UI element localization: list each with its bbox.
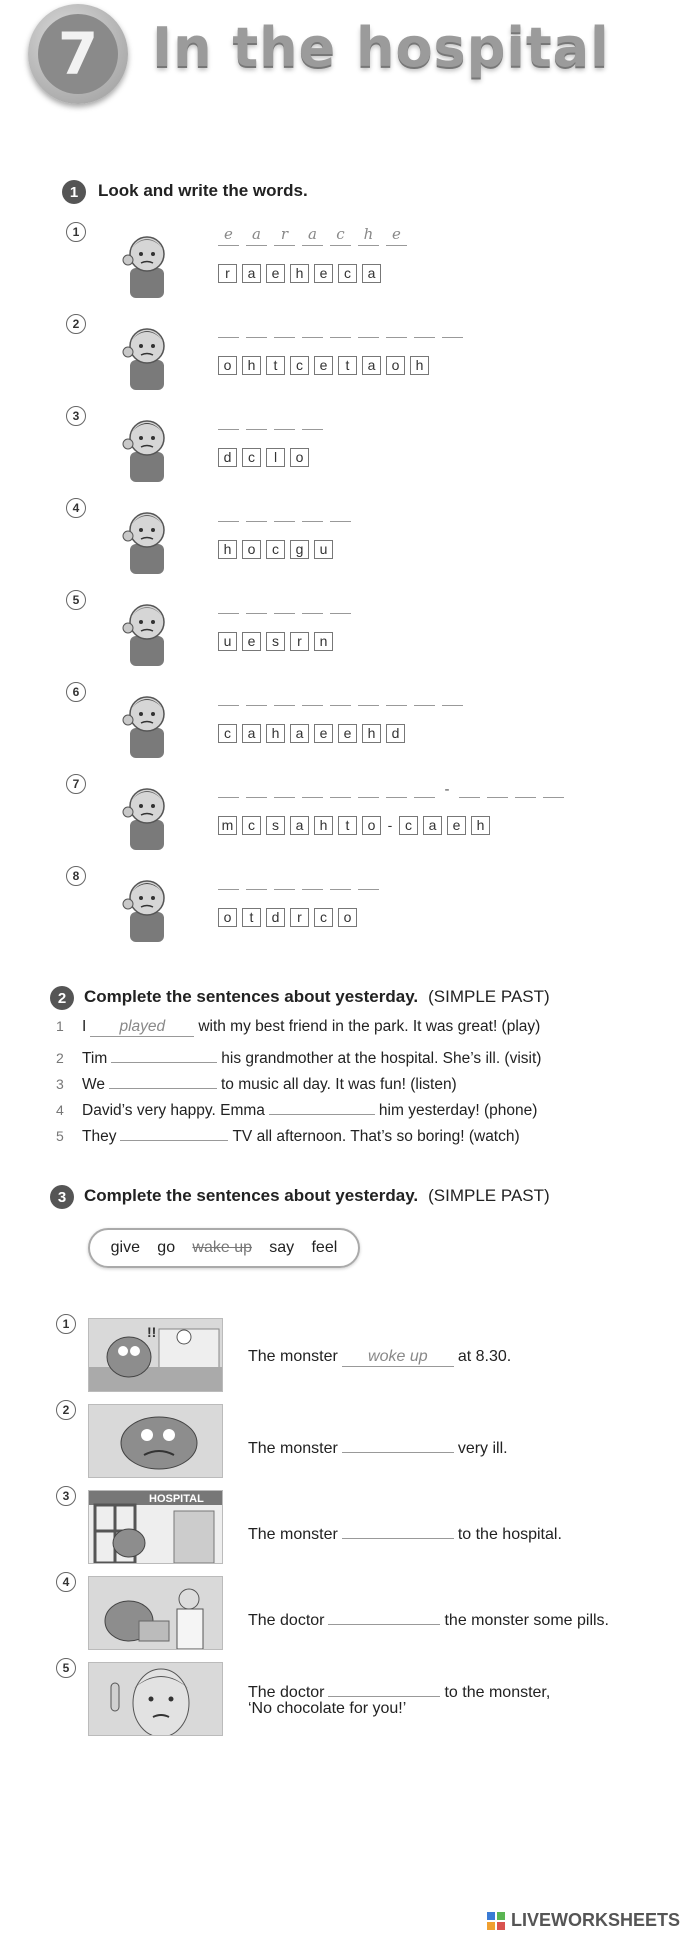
letter-tile: a — [290, 816, 309, 835]
letter-tile: e — [314, 356, 333, 375]
letter-tile: u — [218, 632, 237, 651]
letter-tile: n — [314, 632, 333, 651]
answer-blank[interactable] — [358, 315, 379, 338]
letter-tile: l — [266, 448, 285, 467]
answer-blank[interactable] — [302, 499, 323, 522]
answer-blank[interactable] — [330, 499, 351, 522]
answer-blank[interactable] — [246, 315, 267, 338]
item-number: 2 — [66, 314, 86, 334]
exercise-2-number: 2 — [50, 986, 74, 1010]
letter-tile: g — [290, 540, 309, 559]
letter-tile: o — [338, 908, 357, 927]
answer-blank[interactable] — [414, 683, 435, 706]
answer-blank[interactable] — [109, 1070, 217, 1089]
letter-tile: a — [362, 356, 381, 375]
word-bank — [88, 1228, 360, 1268]
exercise-3-heading — [84, 1186, 550, 1206]
letter-tile: d — [218, 448, 237, 467]
answer-blank[interactable]: a — [302, 223, 323, 246]
letter-tile: u — [314, 540, 333, 559]
letter-tile: e — [314, 724, 333, 743]
letter-tile: a — [290, 724, 309, 743]
answer-blank[interactable]: e — [386, 223, 407, 246]
answer-blank[interactable]: h — [358, 223, 379, 246]
answer-blanks — [218, 496, 351, 522]
letter-tile: c — [242, 448, 261, 467]
letter-tile: r — [218, 264, 237, 283]
scrambled-letters — [218, 448, 309, 467]
letter-tile: e — [338, 724, 357, 743]
answer-blank[interactable] — [274, 867, 295, 890]
answer-blank[interactable] — [358, 867, 379, 890]
liveworksheets-brand: LIVEWORKSHEETS — [510, 1910, 680, 1930]
sentence-after: his grandmother at the hospital. She’s ill. (visit) — [221, 1050, 542, 1067]
sentence-line — [248, 1520, 562, 1544]
monster-illustration — [88, 1662, 223, 1736]
answer-blank[interactable] — [269, 1096, 375, 1115]
letter-tile: r — [290, 908, 309, 927]
answer-blank[interactable] — [302, 315, 323, 338]
item-number: 6 — [66, 682, 86, 702]
answer-blank[interactable]: a — [246, 223, 267, 246]
letter-tile: h — [266, 724, 285, 743]
sentence-line — [248, 1606, 609, 1630]
answer-blank[interactable] — [274, 775, 295, 798]
answer-blank[interactable] — [246, 499, 267, 522]
answer-blank[interactable] — [302, 407, 323, 430]
hyphen: - — [387, 817, 393, 833]
answer-blank[interactable] — [515, 775, 536, 798]
exercise-3-tag: (SIMPLE PAST) — [428, 1186, 550, 1205]
sentence-line-2: ‘No chocolate for you!’ — [248, 1700, 407, 1717]
sentence-after: him yesterday! (phone) — [378, 1102, 538, 1119]
scrambled-letters — [218, 264, 381, 283]
letter-tile: d — [266, 908, 285, 927]
sentence-line — [56, 1096, 537, 1120]
sentence-before: The doctor — [248, 1612, 325, 1629]
sentence-line — [248, 1678, 550, 1702]
sentence-line — [56, 1070, 457, 1094]
answer-blanks — [218, 312, 463, 338]
letter-tile: t — [242, 908, 261, 927]
answer-blank[interactable] — [246, 867, 267, 890]
answer-blank[interactable] — [246, 591, 267, 614]
letter-tile: o — [218, 356, 237, 375]
monster-illustration — [88, 1490, 223, 1564]
answer-blank[interactable] — [120, 1122, 228, 1141]
hyphen: - — [444, 781, 450, 798]
answer-blank[interactable] — [218, 315, 239, 338]
letter-tile: c — [399, 816, 418, 835]
monster-illustration — [88, 1318, 223, 1392]
sentence-number: 2 — [56, 1050, 64, 1066]
answer-blank[interactable] — [487, 775, 508, 798]
svg-text:!!: !! — [147, 1324, 157, 1340]
answer-blank[interactable] — [302, 683, 323, 706]
letter-tile: o — [290, 448, 309, 467]
item-number: 5 — [66, 590, 86, 610]
item-number: 8 — [66, 866, 86, 886]
letter-tile: h — [362, 724, 381, 743]
answer-blanks — [218, 220, 407, 246]
answer-blank[interactable] — [358, 775, 379, 798]
letter-tile: a — [423, 816, 442, 835]
scrambled-letters — [218, 632, 333, 651]
hospital-sign: HOSPITAL — [149, 1493, 204, 1505]
scrambled-letters — [218, 540, 333, 559]
answer-blank[interactable] — [342, 1520, 454, 1539]
answer-blank[interactable] — [330, 867, 351, 890]
answer-blank[interactable] — [330, 683, 351, 706]
sentence-before: The doctor — [248, 1684, 325, 1701]
sentence-before: I — [82, 1018, 87, 1035]
letter-tile: h — [471, 816, 490, 835]
answer-blank[interactable] — [358, 683, 379, 706]
answer-blank[interactable] — [218, 407, 239, 430]
letter-tile: t — [338, 816, 357, 835]
letter-tile: s — [266, 632, 285, 651]
exercise-2-heading-text: Complete the sentences about yesterday. — [84, 987, 419, 1006]
answer-blank[interactable] — [218, 499, 239, 522]
letter-tile: h — [242, 356, 261, 375]
sentence-number: 4 — [56, 1102, 64, 1118]
answer-blank[interactable] — [414, 775, 435, 798]
answer-blanks — [218, 588, 351, 614]
answer-blanks — [218, 772, 564, 798]
sentence-number: 5 — [56, 1128, 64, 1144]
sentence-before: The monster — [248, 1348, 338, 1365]
answer-blank[interactable] — [218, 683, 239, 706]
sentence-before: David’s very happy. Emma — [82, 1102, 265, 1119]
answer-blank[interactable] — [414, 315, 435, 338]
answer-blank[interactable] — [302, 591, 323, 614]
answer-blank[interactable] — [386, 683, 407, 706]
answer-blank[interactable] — [111, 1044, 217, 1063]
sentence-line — [248, 1348, 511, 1367]
monster-illustration — [88, 1576, 223, 1650]
answer-blank[interactable] — [330, 775, 351, 798]
answer-blank[interactable] — [442, 683, 463, 706]
letter-tile: h — [314, 816, 333, 835]
kid-illustration — [108, 588, 186, 666]
word-bank-item: wake up — [192, 1239, 252, 1256]
answer-blank[interactable] — [218, 591, 239, 614]
item-number: 5 — [56, 1658, 76, 1678]
letter-tile: c — [218, 724, 237, 743]
monster-illustration — [88, 1404, 223, 1478]
answer-blank[interactable] — [543, 775, 564, 798]
answer-blank[interactable] — [218, 867, 239, 890]
answer-blank[interactable] — [328, 1678, 440, 1697]
answer-blank[interactable]: woke up — [342, 1348, 454, 1367]
letter-tile: e — [242, 632, 261, 651]
sentence-after: to music all day. It was fun! (listen) — [220, 1076, 457, 1093]
kid-illustration — [108, 220, 186, 298]
answer-blank[interactable] — [218, 775, 239, 798]
letter-tile: h — [410, 356, 429, 375]
sentence-after: at 8.30. — [457, 1348, 512, 1365]
letter-tile: a — [362, 264, 381, 283]
sentence-before: The monster — [248, 1440, 338, 1457]
answer-blank[interactable] — [274, 407, 295, 430]
letter-tile: a — [242, 264, 261, 283]
kid-illustration — [108, 680, 186, 758]
letter-tile: e — [266, 264, 285, 283]
kid-illustration — [108, 496, 186, 574]
letter-tile: d — [386, 724, 405, 743]
sentence-line — [248, 1434, 508, 1458]
answer-blank[interactable] — [302, 867, 323, 890]
answer-blank[interactable] — [246, 683, 267, 706]
letter-tile: c — [314, 908, 333, 927]
answer-blank[interactable] — [328, 1606, 440, 1625]
sentence-after: with my best friend in the park. It was great! (play) — [198, 1018, 541, 1035]
answer-blank[interactable]: e — [218, 223, 239, 246]
sentence-after: to the hospital. — [457, 1526, 562, 1543]
sentence-line — [56, 1122, 520, 1146]
sentence-before: They — [82, 1128, 117, 1145]
letter-tile: e — [447, 816, 466, 835]
liveworksheets-icon — [487, 1912, 505, 1930]
sentence-after: the monster some pills. — [444, 1612, 609, 1629]
answer-blanks — [218, 404, 323, 430]
letter-tile: o — [362, 816, 381, 835]
letter-tile: o — [386, 356, 405, 375]
sentence-line — [56, 1044, 541, 1068]
kid-illustration — [108, 864, 186, 942]
exercise-3-heading-text: Complete the sentences about yesterday. — [84, 1186, 419, 1205]
answer-blanks — [218, 680, 463, 706]
item-number: 1 — [66, 222, 86, 242]
answer-blank[interactable] — [302, 775, 323, 798]
letter-tile: c — [338, 264, 357, 283]
sentence-number: 3 — [56, 1076, 64, 1092]
unit-number: 7 — [38, 14, 118, 94]
answer-blank[interactable] — [246, 775, 267, 798]
scrambled-letters — [218, 724, 405, 743]
kid-illustration — [108, 404, 186, 482]
answer-blank[interactable] — [274, 499, 295, 522]
answer-blank[interactable] — [330, 591, 351, 614]
letter-tile: c — [266, 540, 285, 559]
answer-blank[interactable] — [459, 775, 480, 798]
answer-blank[interactable]: played — [90, 1018, 194, 1037]
word-bank-item: give — [110, 1239, 140, 1256]
letter-tile: h — [290, 264, 309, 283]
answer-blank[interactable] — [442, 315, 463, 338]
letter-tile: t — [266, 356, 285, 375]
scrambled-letters — [218, 816, 490, 835]
letter-tile: t — [338, 356, 357, 375]
item-number: 3 — [56, 1486, 76, 1506]
answer-blank[interactable] — [274, 683, 295, 706]
letter-tile: o — [218, 908, 237, 927]
letter-tile: o — [242, 540, 261, 559]
liveworksheets-logo — [487, 1910, 680, 1931]
word-bank-item: say — [269, 1239, 295, 1256]
item-number: 4 — [56, 1572, 76, 1592]
letter-tile: r — [290, 632, 309, 651]
sentence-before: The monster — [248, 1526, 338, 1543]
answer-blank[interactable]: c — [330, 223, 351, 246]
item-number: 1 — [56, 1314, 76, 1334]
exercise-2-tag: (SIMPLE PAST) — [428, 987, 550, 1006]
sentence-before: We — [82, 1076, 105, 1093]
item-number: 2 — [56, 1400, 76, 1420]
answer-blank[interactable] — [330, 315, 351, 338]
answer-blank[interactable] — [342, 1434, 454, 1453]
letter-tile: c — [290, 356, 309, 375]
answer-blank[interactable] — [386, 775, 407, 798]
exercise-2-heading — [84, 987, 550, 1007]
letter-tile: h — [218, 540, 237, 559]
word-bank-item: go — [157, 1239, 176, 1256]
scrambled-letters — [218, 908, 357, 927]
letter-tile: a — [242, 724, 261, 743]
page-title: In the hospital — [152, 16, 610, 79]
sentence-number: 1 — [56, 1018, 64, 1034]
letter-tile: e — [314, 264, 333, 283]
answer-blank[interactable] — [246, 407, 267, 430]
item-number: 3 — [66, 406, 86, 426]
answer-blank[interactable]: r — [274, 223, 295, 246]
answer-blank[interactable] — [274, 591, 295, 614]
letter-tile: m — [218, 816, 237, 835]
sentence-line — [56, 1018, 540, 1037]
answer-blank[interactable] — [274, 315, 295, 338]
kid-illustration — [108, 772, 186, 850]
answer-blank[interactable] — [386, 315, 407, 338]
sentence-after: very ill. — [457, 1440, 508, 1457]
item-number: 4 — [66, 498, 86, 518]
sentence-before: Tim — [82, 1050, 108, 1067]
item-number: 7 — [66, 774, 86, 794]
word-bank-item: feel — [311, 1239, 338, 1256]
sentence-after: TV all afternoon. That’s so boring! (watch) — [232, 1128, 520, 1145]
exercise-3-number: 3 — [50, 1185, 74, 1209]
answer-blanks — [218, 864, 379, 890]
letter-tile: s — [266, 816, 285, 835]
scrambled-letters — [218, 356, 429, 375]
kid-illustration — [108, 312, 186, 390]
exercise-1-number: 1 — [62, 180, 86, 204]
exercise-1-heading: Look and write the words. — [98, 181, 308, 200]
unit-number-badge — [28, 4, 128, 104]
sentence-after: to the monster, — [444, 1684, 551, 1701]
letter-tile: c — [242, 816, 261, 835]
